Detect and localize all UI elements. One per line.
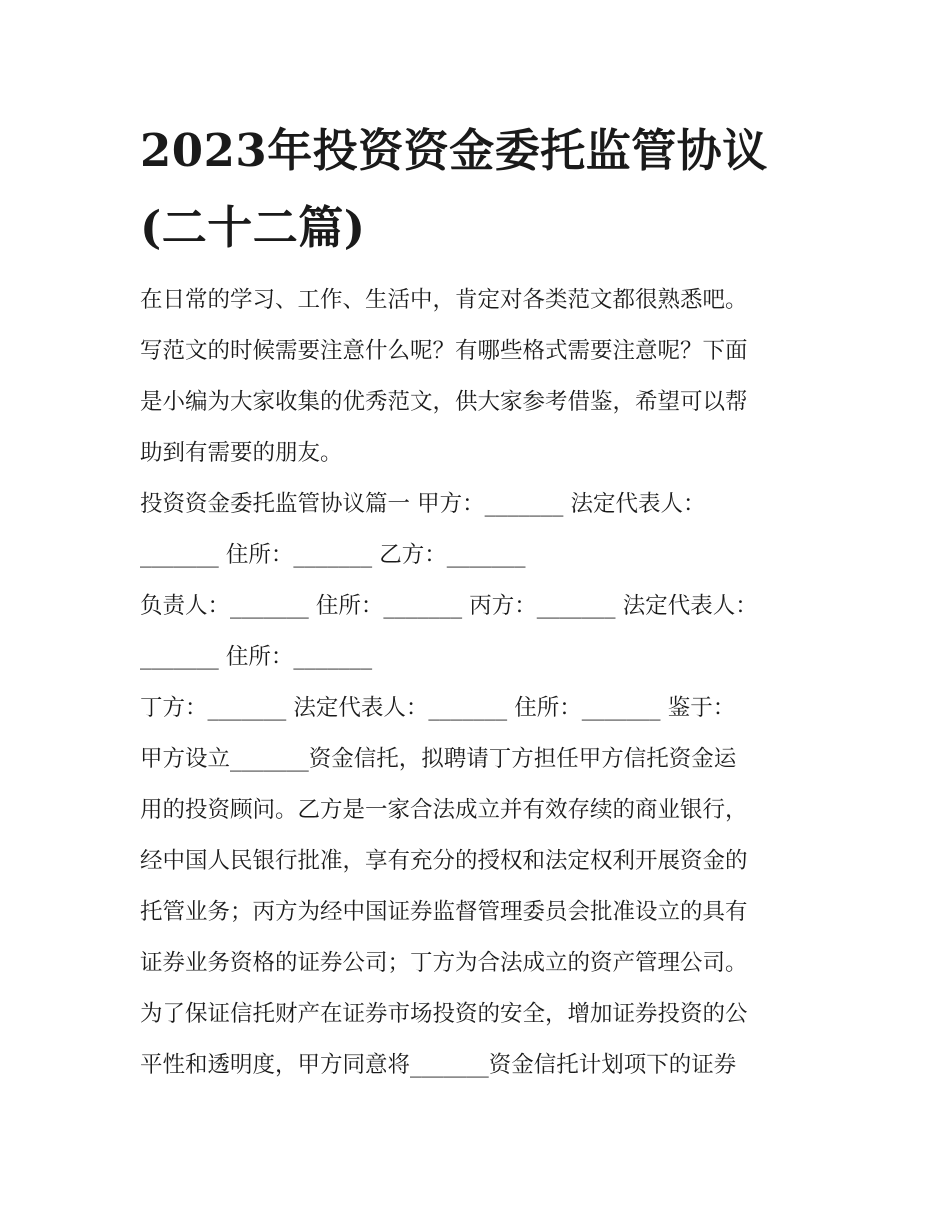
body-line: 负责人：_______ 住所：_______ 丙方：_______ 法定代表人： (140, 593, 758, 619)
document-title (140, 112, 840, 266)
body-line: 写范文的时候需要注意什么呢？有哪些格式需要注意呢？下面 (140, 338, 748, 364)
body-line: 平性和透明度，甲方同意将_______资金信托计划项下的证券 (140, 1052, 737, 1078)
body-line: 在日常的学习、工作、生活中，肯定对各类范文都很熟悉吧。 (140, 287, 748, 313)
body-line: 用的投资顾问。乙方是一家合法成立并有效存续的商业银行， (140, 797, 748, 823)
body-line: _______ 住所：_______ (140, 644, 373, 670)
body-line: 甲方设立_______资金信托，拟聘请丁方担任甲方信托资金运 (140, 746, 737, 772)
title-line: 2023年投资资金委托监管协议 (140, 124, 768, 177)
title-line: (二十二篇) (140, 201, 366, 254)
body-line: 丁方：_______ 法定代表人：_______ 住所：_______ 鉴于： (140, 695, 736, 721)
body-line: _______ 住所：_______ 乙方：_______ (140, 542, 526, 568)
document-body (140, 275, 830, 1091)
body-line: 为了保证信托财产在证券市场投资的安全，增加证券投资的公 (140, 1001, 748, 1027)
body-line: 证券业务资格的证券公司；丁方为合法成立的资产管理公司。 (140, 950, 748, 976)
body-line: 是小编为大家收集的优秀范文，供大家参考借鉴，希望可以帮 (140, 389, 748, 415)
body-line: 托管业务；丙方为经中国证券监督管理委员会批准设立的具有 (140, 899, 748, 925)
body-line: 经中国人民银行批准，享有充分的授权和法定权利开展资金的 (140, 848, 748, 874)
body-line: 助到有需要的朋友。 (140, 440, 343, 466)
body-line: 投资资金委托监管协议篇一 甲方：_______ 法定代表人： (140, 491, 706, 517)
